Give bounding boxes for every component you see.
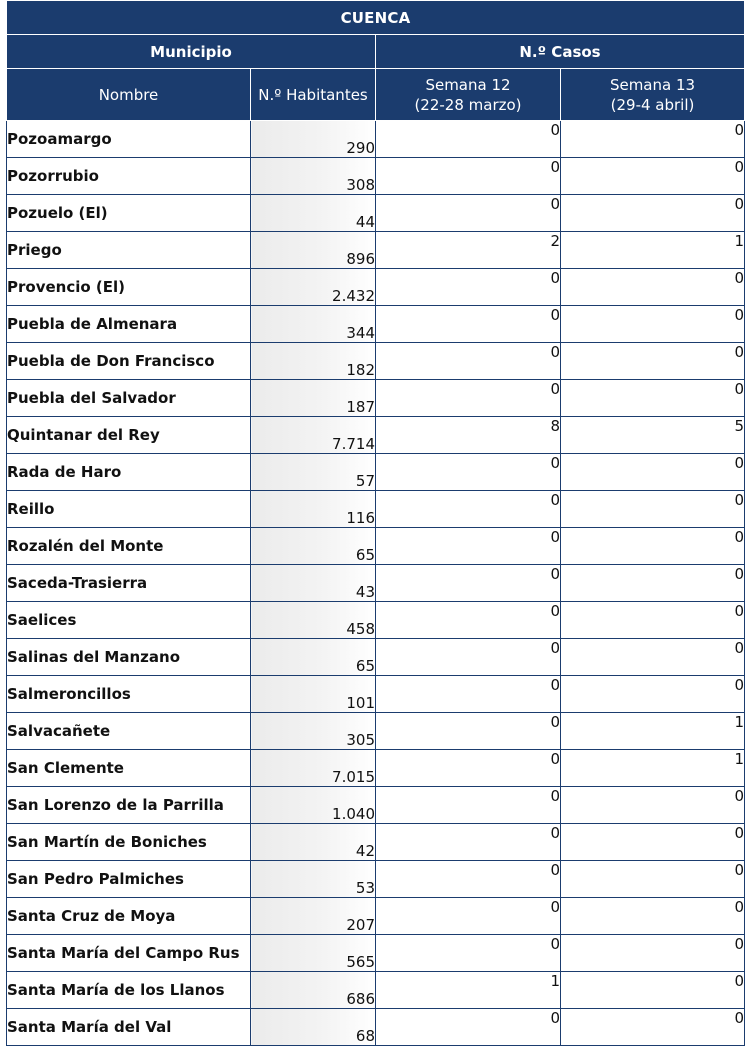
cell-nombre: Saelices xyxy=(7,602,251,639)
cell-semana12: 0 xyxy=(376,750,561,787)
cell-semana13: 0 xyxy=(561,306,745,343)
cell-nombre: Pozuelo (El) xyxy=(7,195,251,232)
cell-habitantes: 686 xyxy=(251,972,376,1009)
semana13-dates: (29-4 abril) xyxy=(610,95,695,114)
cell-nombre: San Lorenzo de la Parrilla xyxy=(7,787,251,824)
cell-semana12: 0 xyxy=(376,491,561,528)
cell-nombre: Santa María del Campo Rus xyxy=(7,935,251,972)
cell-semana12: 0 xyxy=(376,1009,561,1046)
cell-semana12: 0 xyxy=(376,676,561,713)
column-header-semana12 xyxy=(376,69,561,121)
cell-semana13: 0 xyxy=(561,195,745,232)
cell-habitantes: 65 xyxy=(251,639,376,676)
table-row xyxy=(7,935,745,972)
cell-semana13: 0 xyxy=(561,1009,745,1046)
table-row xyxy=(7,417,745,454)
cell-nombre: Salmeroncillos xyxy=(7,676,251,713)
cell-semana12: 0 xyxy=(376,269,561,306)
cases-table xyxy=(6,0,745,1046)
table-title: CUENCA xyxy=(7,1,745,35)
cell-habitantes: 7.714 xyxy=(251,417,376,454)
table-row xyxy=(7,1009,745,1046)
cell-semana13: 1 xyxy=(561,713,745,750)
cell-habitantes: 68 xyxy=(251,1009,376,1046)
table-row xyxy=(7,343,745,380)
cell-nombre: Reillo xyxy=(7,491,251,528)
cell-semana12: 0 xyxy=(376,898,561,935)
cell-nombre: Santa María de los Llanos xyxy=(7,972,251,1009)
cell-semana12: 1 xyxy=(376,972,561,1009)
cell-nombre: Saceda-Trasierra xyxy=(7,565,251,602)
cell-semana13: 0 xyxy=(561,935,745,972)
cell-nombre: Salinas del Manzano xyxy=(7,639,251,676)
table-row xyxy=(7,232,745,269)
cell-semana13: 0 xyxy=(561,824,745,861)
cell-habitantes: 43 xyxy=(251,565,376,602)
cell-nombre: Salvacañete xyxy=(7,713,251,750)
cell-habitantes: 101 xyxy=(251,676,376,713)
column-header-habitantes: N.º Habitantes xyxy=(251,69,376,121)
cell-semana13: 0 xyxy=(561,454,745,491)
cell-habitantes: 207 xyxy=(251,898,376,935)
cell-semana13: 0 xyxy=(561,861,745,898)
cell-semana13: 0 xyxy=(561,972,745,1009)
semana12-label: Semana 12 xyxy=(425,75,511,94)
cell-semana12: 8 xyxy=(376,417,561,454)
group-header-casos: N.º Casos xyxy=(376,35,745,69)
cell-semana12: 0 xyxy=(376,158,561,195)
cell-semana13: 0 xyxy=(561,121,745,158)
cell-nombre: Santa Cruz de Moya xyxy=(7,898,251,935)
semana13-label: Semana 13 xyxy=(609,75,696,94)
cell-semana13: 0 xyxy=(561,639,745,676)
cell-nombre: Provencio (El) xyxy=(7,269,251,306)
cell-habitantes: 116 xyxy=(251,491,376,528)
cell-habitantes: 290 xyxy=(251,121,376,158)
cell-habitantes: 42 xyxy=(251,824,376,861)
cell-semana12: 0 xyxy=(376,935,561,972)
table-row xyxy=(7,528,745,565)
table-row xyxy=(7,824,745,861)
table-row xyxy=(7,565,745,602)
cell-semana12: 0 xyxy=(376,195,561,232)
cell-nombre: Quintanar del Rey xyxy=(7,417,251,454)
cell-habitantes: 308 xyxy=(251,158,376,195)
cell-nombre: San Pedro Palmiches xyxy=(7,861,251,898)
table-row xyxy=(7,787,745,824)
cell-semana12: 2 xyxy=(376,232,561,269)
table-row xyxy=(7,491,745,528)
cell-habitantes: 458 xyxy=(251,602,376,639)
cell-semana12: 0 xyxy=(376,565,561,602)
cell-semana13: 0 xyxy=(561,676,745,713)
table-row xyxy=(7,861,745,898)
cell-nombre: San Clemente xyxy=(7,750,251,787)
cell-nombre: Rada de Haro xyxy=(7,454,251,491)
cell-semana12: 0 xyxy=(376,602,561,639)
table-row xyxy=(7,306,745,343)
cell-nombre: Pozoamargo xyxy=(7,121,251,158)
cell-habitantes: 53 xyxy=(251,861,376,898)
cell-nombre: Rozalén del Monte xyxy=(7,528,251,565)
cell-nombre: Puebla de Almenara xyxy=(7,306,251,343)
table-row xyxy=(7,195,745,232)
cell-habitantes: 65 xyxy=(251,528,376,565)
cell-semana12: 0 xyxy=(376,306,561,343)
table-row xyxy=(7,750,745,787)
cell-semana12: 0 xyxy=(376,454,561,491)
table-row xyxy=(7,972,745,1009)
cell-semana12: 0 xyxy=(376,343,561,380)
cell-semana12: 0 xyxy=(376,713,561,750)
cell-semana13: 0 xyxy=(561,787,745,824)
column-header-semana13 xyxy=(561,69,745,121)
cell-semana13: 1 xyxy=(561,750,745,787)
semana12-dates: (22-28 marzo) xyxy=(414,95,522,114)
table-row xyxy=(7,602,745,639)
table-row xyxy=(7,639,745,676)
cell-semana13: 0 xyxy=(561,565,745,602)
cell-semana13: 0 xyxy=(561,158,745,195)
cell-semana13: 0 xyxy=(561,380,745,417)
cell-semana12: 0 xyxy=(376,380,561,417)
column-header-nombre: Nombre xyxy=(7,69,251,121)
cell-semana13: 0 xyxy=(561,898,745,935)
cell-habitantes: 187 xyxy=(251,380,376,417)
table-row xyxy=(7,454,745,491)
table-row xyxy=(7,713,745,750)
cell-nombre: Puebla del Salvador xyxy=(7,380,251,417)
table-body xyxy=(7,121,745,1046)
cell-semana13: 0 xyxy=(561,528,745,565)
table-row xyxy=(7,380,745,417)
cell-semana13: 1 xyxy=(561,232,745,269)
table-row xyxy=(7,269,745,306)
cell-semana12: 0 xyxy=(376,824,561,861)
table-row xyxy=(7,676,745,713)
table-row xyxy=(7,121,745,158)
cell-habitantes: 7.015 xyxy=(251,750,376,787)
cell-semana13: 0 xyxy=(561,343,745,380)
cell-semana12: 0 xyxy=(376,861,561,898)
group-header-municipio: Municipio xyxy=(7,35,376,69)
cell-nombre: Santa María del Val xyxy=(7,1009,251,1046)
cell-habitantes: 2.432 xyxy=(251,269,376,306)
cell-habitantes: 305 xyxy=(251,713,376,750)
cell-habitantes: 44 xyxy=(251,195,376,232)
cell-semana12: 0 xyxy=(376,639,561,676)
table-row xyxy=(7,158,745,195)
cell-habitantes: 1.040 xyxy=(251,787,376,824)
cell-semana12: 0 xyxy=(376,787,561,824)
cell-nombre: Priego xyxy=(7,232,251,269)
cell-semana13: 5 xyxy=(561,417,745,454)
cell-habitantes: 344 xyxy=(251,306,376,343)
cell-semana13: 0 xyxy=(561,269,745,306)
cell-habitantes: 57 xyxy=(251,454,376,491)
cell-nombre: Puebla de Don Francisco xyxy=(7,343,251,380)
cell-semana12: 0 xyxy=(376,528,561,565)
cell-nombre: Pozorrubio xyxy=(7,158,251,195)
cell-semana13: 0 xyxy=(561,491,745,528)
cell-semana12: 0 xyxy=(376,121,561,158)
cell-habitantes: 896 xyxy=(251,232,376,269)
table-row xyxy=(7,898,745,935)
cell-habitantes: 182 xyxy=(251,343,376,380)
cell-habitantes: 565 xyxy=(251,935,376,972)
cell-nombre: San Martín de Boniches xyxy=(7,824,251,861)
cell-semana13: 0 xyxy=(561,602,745,639)
